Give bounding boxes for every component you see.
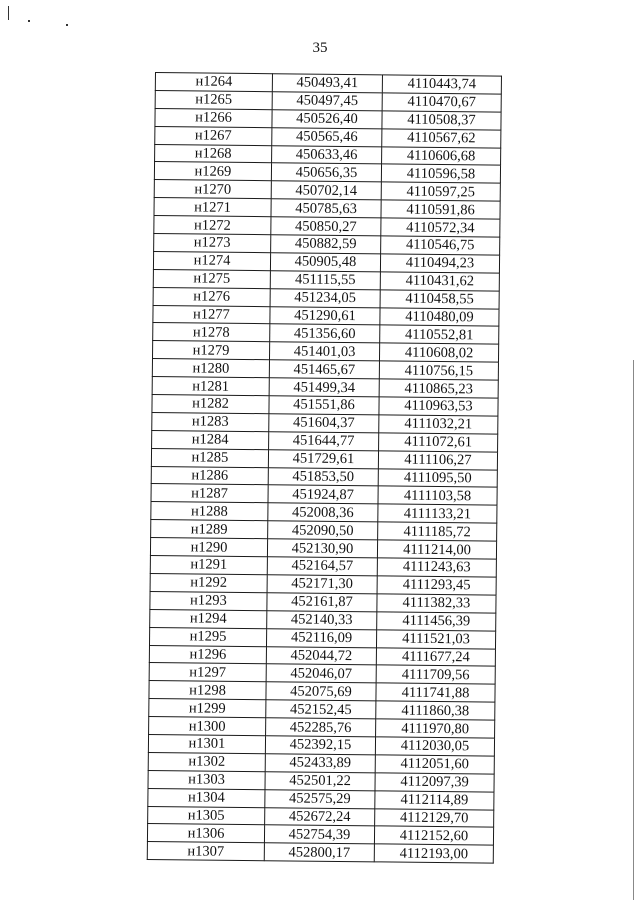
y-coordinate-cell: 4111970,80 (376, 719, 495, 738)
point-id-cell: н1276 (153, 287, 270, 306)
point-id-cell: н1293 (150, 591, 267, 610)
point-id-cell: н1281 (152, 377, 269, 396)
y-coordinate-cell: 4111860,38 (376, 701, 495, 720)
x-coordinate-cell: 450656,35 (271, 163, 381, 182)
point-id-cell: н1302 (148, 752, 265, 771)
point-id-cell: н1298 (149, 681, 266, 700)
x-coordinate-cell: 452008,36 (268, 503, 378, 522)
point-id-cell: н1272 (154, 216, 271, 235)
point-id-cell: н1285 (151, 448, 268, 467)
y-coordinate-cell: 4111072,61 (379, 433, 498, 452)
table-row (147, 842, 493, 864)
x-coordinate-cell: 450850,27 (271, 217, 381, 236)
point-id-cell: н1288 (151, 502, 268, 521)
y-coordinate-cell: 4110608,02 (379, 343, 498, 362)
y-coordinate-cell: 4111133,21 (378, 504, 497, 523)
point-id-cell: н1296 (149, 645, 266, 664)
y-coordinate-cell: 4112051,60 (375, 755, 494, 774)
x-coordinate-cell: 452800,17 (264, 843, 374, 862)
point-id-cell: н1282 (152, 395, 269, 414)
point-id-cell: н1268 (155, 144, 272, 163)
x-coordinate-cell: 450493,41 (272, 74, 382, 93)
x-coordinate-cell: 452090,50 (268, 521, 378, 540)
x-coordinate-cell: 452433,89 (265, 754, 375, 773)
point-id-cell: н1271 (154, 198, 271, 217)
y-coordinate-cell: 4110865,23 (379, 379, 498, 398)
x-coordinate-cell: 451465,67 (269, 360, 379, 379)
y-coordinate-cell: 4111106,27 (378, 451, 497, 470)
point-id-cell: н1270 (154, 180, 271, 199)
y-coordinate-cell: 4110756,15 (379, 361, 498, 380)
y-coordinate-cell: 4112030,05 (375, 737, 494, 756)
x-coordinate-cell: 451853,50 (268, 467, 378, 486)
scan-speck (66, 24, 68, 26)
x-coordinate-cell: 450702,14 (271, 181, 381, 200)
x-coordinate-cell: 452140,33 (267, 610, 377, 629)
x-coordinate-cell: 452672,24 (265, 807, 375, 826)
y-coordinate-cell: 4110597,25 (381, 182, 500, 201)
y-coordinate-cell: 4111709,56 (376, 665, 495, 684)
y-coordinate-cell: 4112129,70 (375, 808, 494, 827)
x-coordinate-cell: 450785,63 (271, 199, 381, 218)
point-id-cell: н1305 (148, 806, 265, 825)
x-coordinate-cell: 450633,46 (272, 145, 382, 164)
scan-speck (28, 20, 30, 22)
y-coordinate-cell: 4110591,86 (381, 200, 500, 219)
y-coordinate-cell: 4111032,21 (379, 415, 498, 434)
point-id-cell: н1265 (155, 90, 272, 109)
point-id-cell: н1280 (152, 359, 269, 378)
y-coordinate-cell: 4110480,09 (380, 307, 499, 326)
point-id-cell: н1295 (149, 627, 266, 646)
y-coordinate-cell: 4111214,00 (377, 540, 496, 559)
x-coordinate-cell: 451115,55 (270, 271, 380, 290)
x-coordinate-cell: 451551,86 (269, 396, 379, 415)
x-coordinate-cell: 450526,40 (272, 110, 382, 129)
x-coordinate-cell: 450565,46 (272, 127, 382, 146)
y-coordinate-cell: 4110572,34 (381, 218, 500, 237)
y-coordinate-cell: 4110596,58 (381, 164, 500, 183)
y-coordinate-cell: 4111741,88 (376, 683, 495, 702)
y-coordinate-cell: 4111677,24 (376, 647, 495, 666)
y-coordinate-cell: 4110567,62 (382, 129, 501, 148)
coordinates-table (147, 72, 502, 864)
point-id-cell: н1275 (153, 269, 270, 288)
y-coordinate-cell: 4111185,72 (378, 522, 497, 541)
x-coordinate-cell: 451499,34 (269, 378, 379, 397)
y-coordinate-cell: 4110470,67 (382, 93, 501, 112)
point-id-cell: н1283 (152, 412, 269, 431)
y-coordinate-cell: 4111243,63 (377, 558, 496, 577)
x-coordinate-cell: 451924,87 (268, 485, 378, 504)
y-coordinate-cell: 4110546,75 (381, 236, 500, 255)
point-id-cell: н1277 (153, 305, 270, 324)
x-coordinate-cell: 451401,03 (269, 342, 379, 361)
x-coordinate-cell: 452152,45 (266, 700, 376, 719)
x-coordinate-cell: 452171,30 (267, 575, 377, 594)
y-coordinate-cell: 4111095,50 (378, 468, 497, 487)
point-id-cell: н1304 (148, 788, 265, 807)
x-coordinate-cell: 451234,05 (270, 288, 380, 307)
point-id-cell: н1297 (149, 663, 266, 682)
point-id-cell: н1303 (148, 770, 265, 789)
point-id-cell: н1299 (149, 699, 266, 718)
y-coordinate-cell: 4112114,89 (375, 790, 494, 809)
y-coordinate-cell: 4110431,62 (380, 272, 499, 291)
point-id-cell: н1264 (155, 73, 272, 92)
y-coordinate-cell: 4112193,00 (374, 844, 493, 863)
x-coordinate-cell: 452164,57 (267, 557, 377, 576)
x-coordinate-cell: 451729,61 (268, 449, 378, 468)
scan-speck (8, 6, 9, 20)
x-coordinate-cell: 450497,45 (272, 92, 382, 111)
y-coordinate-cell: 4111382,33 (377, 594, 496, 613)
point-id-cell: н1301 (148, 734, 265, 753)
y-coordinate-cell: 4110494,23 (380, 254, 499, 273)
x-coordinate-cell: 452501,22 (265, 771, 375, 790)
x-coordinate-cell: 450905,48 (270, 253, 380, 272)
x-coordinate-cell: 451604,37 (269, 414, 379, 433)
x-coordinate-cell: 452116,09 (266, 628, 376, 647)
x-coordinate-cell: 452161,87 (267, 593, 377, 612)
y-coordinate-cell: 4111456,39 (377, 612, 496, 631)
point-id-cell: н1284 (152, 430, 269, 449)
y-coordinate-cell: 4112097,39 (375, 773, 494, 792)
page-number: 35 (312, 40, 328, 56)
x-coordinate-cell: 452285,76 (266, 718, 376, 737)
x-coordinate-cell: 450882,59 (271, 235, 381, 254)
point-id-cell: н1278 (153, 323, 270, 342)
x-coordinate-cell: 452044,72 (266, 646, 376, 665)
point-id-cell: н1306 (147, 824, 264, 843)
x-coordinate-cell: 452392,15 (265, 736, 375, 755)
x-coordinate-cell: 451644,77 (269, 432, 379, 451)
point-id-cell: н1290 (150, 538, 267, 557)
y-coordinate-cell: 4111103,58 (378, 486, 497, 505)
coordinates-table-body (147, 73, 501, 864)
point-id-cell: н1294 (150, 609, 267, 628)
x-coordinate-cell: 452130,90 (267, 539, 377, 558)
x-coordinate-cell: 452075,69 (266, 682, 376, 701)
y-coordinate-cell: 4110963,53 (379, 397, 498, 416)
point-id-cell: н1307 (147, 842, 264, 861)
point-id-cell: н1291 (150, 556, 267, 575)
y-coordinate-cell: 4110508,37 (382, 111, 501, 130)
point-id-cell: н1267 (155, 126, 272, 145)
point-id-cell: н1279 (152, 341, 269, 360)
x-coordinate-cell: 452575,29 (265, 789, 375, 808)
page-edge-line (633, 360, 634, 900)
point-id-cell: н1274 (153, 251, 270, 270)
point-id-cell: н1292 (150, 573, 267, 592)
point-id-cell: н1287 (151, 484, 268, 503)
y-coordinate-cell: 4110443,74 (382, 75, 501, 94)
point-id-cell: н1269 (154, 162, 271, 181)
x-coordinate-cell: 452754,39 (264, 825, 374, 844)
point-id-cell: н1289 (151, 520, 268, 539)
point-id-cell: н1286 (151, 466, 268, 485)
y-coordinate-cell: 4111293,45 (377, 576, 496, 595)
point-id-cell: н1273 (154, 234, 271, 253)
y-coordinate-cell: 4110552,81 (380, 325, 499, 344)
x-coordinate-cell: 451356,60 (270, 324, 380, 343)
point-id-cell: н1266 (155, 108, 272, 127)
y-coordinate-cell: 4110606,68 (382, 146, 501, 165)
x-coordinate-cell: 452046,07 (266, 664, 376, 683)
point-id-cell: н1300 (149, 717, 266, 736)
y-coordinate-cell: 4111521,03 (376, 629, 495, 648)
x-coordinate-cell: 451290,61 (270, 306, 380, 325)
y-coordinate-cell: 4112152,60 (374, 826, 493, 845)
coordinates-table-wrapper (147, 72, 502, 864)
y-coordinate-cell: 4110458,55 (380, 290, 499, 309)
